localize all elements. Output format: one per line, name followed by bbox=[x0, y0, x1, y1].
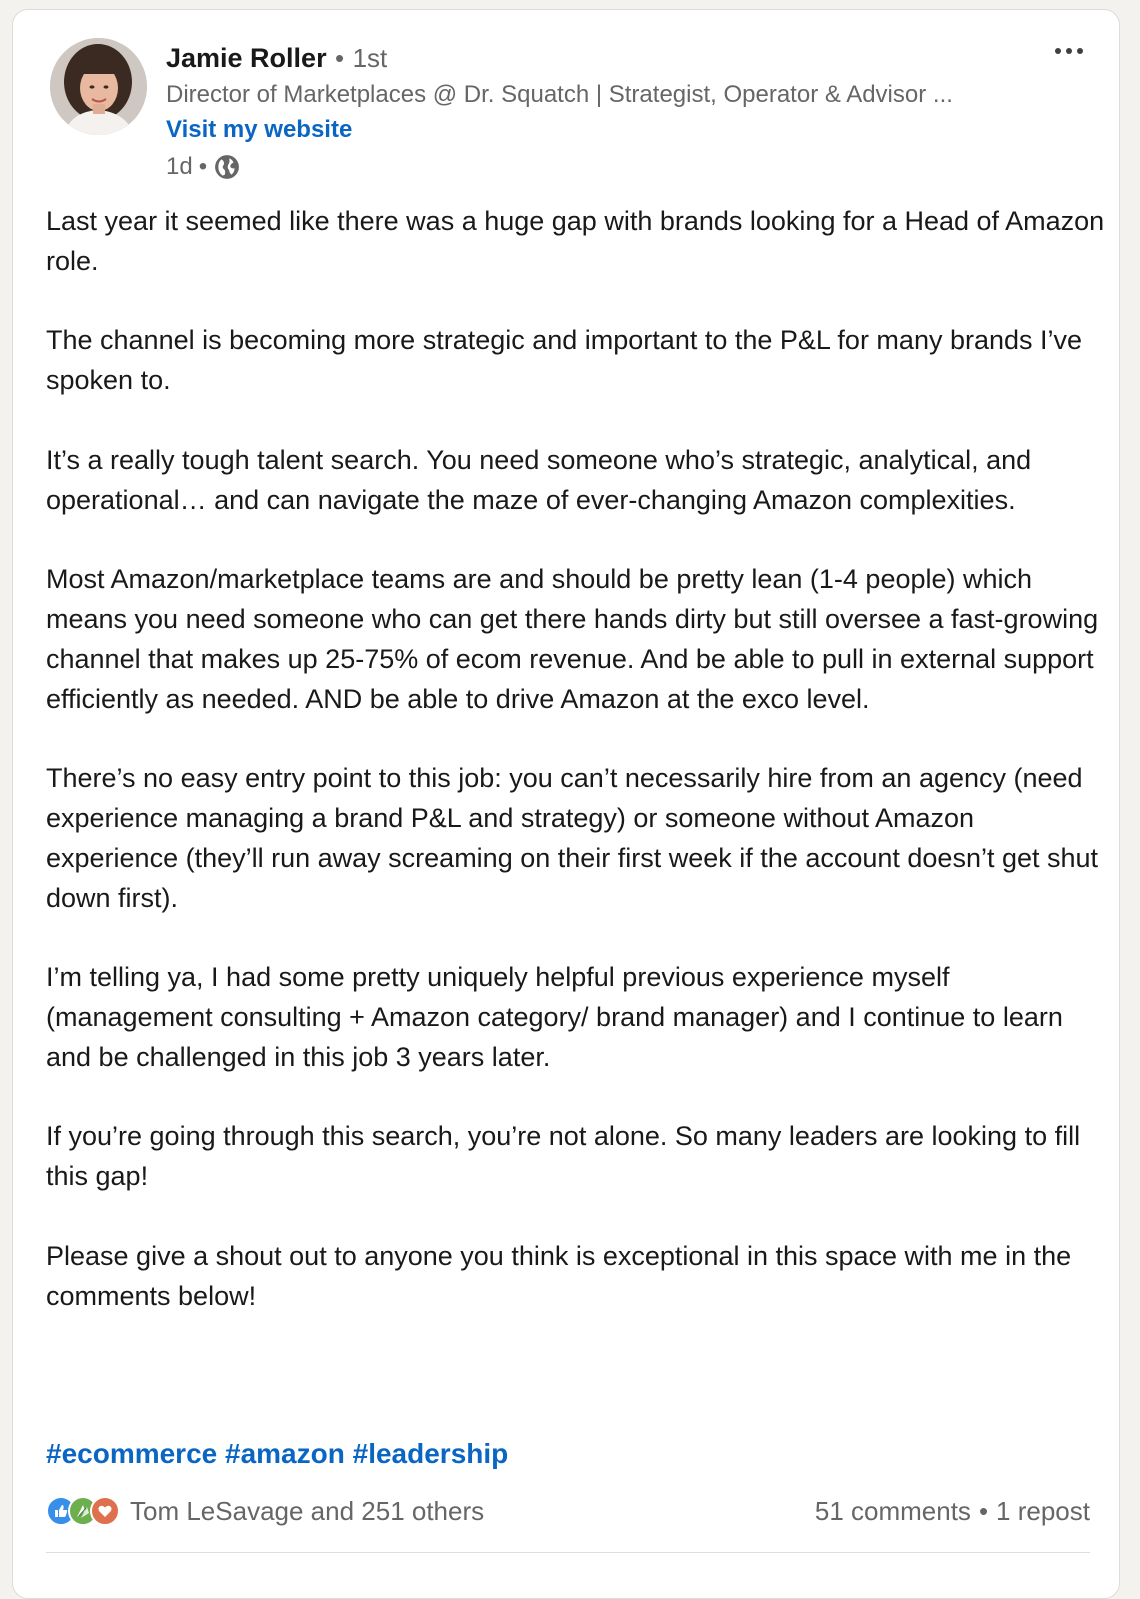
author-name[interactable]: Jamie Roller bbox=[166, 43, 327, 73]
connection-separator: • bbox=[335, 43, 345, 73]
social-counts bbox=[46, 1491, 1090, 1531]
author-name-row bbox=[166, 38, 1046, 78]
post-paragraph: Last year it seemed like there was a huge gap with brands looking for a Head of Amazon role. bbox=[46, 206, 1105, 276]
post-text bbox=[46, 202, 1106, 1356]
hashtag-leadership[interactable]: #leadership bbox=[352, 1438, 509, 1469]
reactions-text: Tom LeSavage and 251 others bbox=[130, 1495, 485, 1526]
divider bbox=[46, 1552, 1090, 1553]
post-paragraph: Most Amazon/marketplace teams are and should be pretty lean (1-4 people) which means you need someone who can get there hands dirty but still oversee a fast-growing channel that makes up 25-75% of ecom revenue. And be able to pull in external support efficiently as needed. AND be able to drive Amazon at the exco level. bbox=[46, 564, 1099, 714]
post-paragraph: I’m telling ya, I had some pretty uniquely helpful previous experience myself (management consulting + Amazon category/ brand manager) and I continue to learn and be challenged in this job 3 years later. bbox=[46, 962, 1063, 1072]
post-paragraph: The channel is becoming more strategic and important to the P&L for many brands I’ve spoken to. bbox=[46, 325, 1083, 396]
stats-separator: • bbox=[978, 1495, 989, 1526]
avatar-photo bbox=[50, 38, 147, 135]
engagement-stats bbox=[815, 1496, 1090, 1527]
visit-website-link[interactable]: Visit my website bbox=[166, 116, 353, 143]
connection-degree: 1st bbox=[352, 43, 388, 73]
more-dot bbox=[1077, 48, 1083, 54]
hashtag-amazon[interactable]: #amazon bbox=[225, 1438, 345, 1469]
reposts-count[interactable]: 1 repost bbox=[996, 1495, 1090, 1526]
post-header bbox=[166, 38, 1046, 186]
more-horizontal-icon bbox=[1055, 48, 1061, 54]
more-options-button[interactable] bbox=[1049, 36, 1089, 66]
avatar[interactable] bbox=[50, 38, 147, 135]
comments-count[interactable]: 51 comments bbox=[814, 1495, 971, 1526]
post-paragraph: There’s no easy entry point to this job: you can’t necessarily hire from an agency (need experience managing a brand P&L and strategy) or someone without Amazon experience (they’ll run away screaming on their first week if the account doesn’t get shut down first). bbox=[46, 763, 1099, 913]
post-meta bbox=[166, 148, 1046, 186]
post-time: 1d bbox=[166, 153, 193, 180]
reactions-summary[interactable] bbox=[46, 1496, 484, 1527]
post-paragraph: It’s a really tough talent search. You need someone who’s strategic, analytical, and operational… and can navigate the maze of ever-changing Amazon complexities. bbox=[46, 444, 1032, 515]
hashtags bbox=[46, 1434, 508, 1474]
globe-icon bbox=[213, 153, 241, 181]
more-dot bbox=[1066, 48, 1072, 54]
post-card bbox=[12, 9, 1120, 1599]
love-icon bbox=[90, 1496, 120, 1526]
reaction-icons bbox=[46, 1496, 120, 1526]
author-headline: Director of Marketplaces @ Dr. Squatch | Strategist, Operator & Advisor ... bbox=[166, 81, 953, 108]
post-paragraph: Please give a shout out to anyone you think is exceptional in this space with me in the comments below! bbox=[46, 1240, 1072, 1311]
meta-separator: • bbox=[198, 153, 208, 180]
hashtag-ecommerce[interactable]: #ecommerce bbox=[46, 1438, 218, 1469]
post-paragraph: If you’re going through this search, you’re not alone. So many leaders are looking to fill this gap! bbox=[46, 1121, 1081, 1192]
